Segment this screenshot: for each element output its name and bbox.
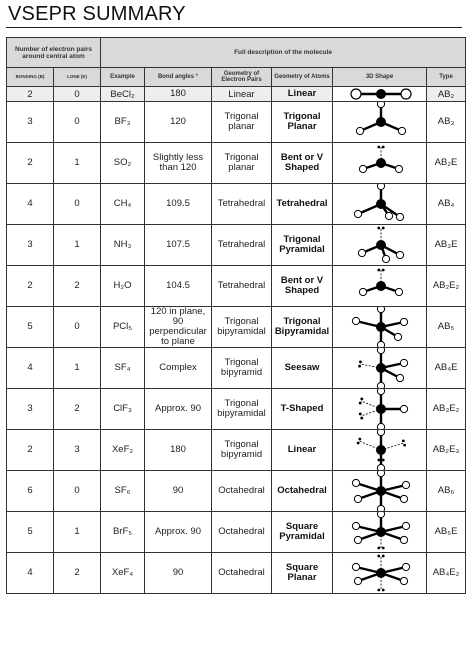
type-column-header: Type <box>427 68 466 87</box>
atom-geometry-cell: Bent or V Shaped <box>272 266 333 307</box>
lone-cell: 0 <box>54 471 101 512</box>
lone-cell: 3 <box>54 430 101 471</box>
bonding-cell: 2 <box>7 87 54 102</box>
bent-shape-diagram <box>334 143 427 183</box>
bonding-column-header: BONDING (B) <box>7 68 54 87</box>
bond-angle-cell: 107.5 <box>145 225 212 266</box>
atom-geometry-cell: Trigonal Pyramidal <box>272 225 333 266</box>
type-cell: AB₆ <box>427 471 466 512</box>
bond-angles-column-header: Bond angles ° <box>145 68 212 87</box>
electron-pairs-group-header: Number of electron pairs around central atom <box>7 38 101 68</box>
atom-geometry-cell: Linear <box>272 87 333 102</box>
bond-angle-cell: 109.5 <box>145 184 212 225</box>
type-cell: AB₃E <box>427 225 466 266</box>
table-row <box>7 143 466 184</box>
type-cell: AB₂E₃ <box>427 430 466 471</box>
lone-cell: 1 <box>54 348 101 389</box>
lone-cell: 2 <box>54 389 101 430</box>
bonding-cell: 3 <box>7 389 54 430</box>
bond-angle-cell: Complex <box>145 348 212 389</box>
lone-column-header: LONE (E) <box>54 68 101 87</box>
octahedral-shape-diagram <box>334 471 427 511</box>
shape-diagram-cell <box>333 307 427 348</box>
example-column-header: Example <box>101 68 145 87</box>
type-cell: AB₂ <box>427 87 466 102</box>
shape-diagram-cell <box>333 348 427 389</box>
atom-geometry-cell: Tetrahedral <box>272 184 333 225</box>
table-row <box>7 471 466 512</box>
table-row <box>7 389 466 430</box>
trigonal-planar-shape-diagram <box>334 102 427 142</box>
atom-geometry-cell: Trigonal Planar <box>272 102 333 143</box>
bond-angle-cell: 180 <box>145 430 212 471</box>
electron-geometry-cell: Octahedral <box>212 553 272 594</box>
electron-geometry-cell: Linear <box>212 87 272 102</box>
electron-geometry-cell: Octahedral <box>212 471 272 512</box>
electron-geometry-cell: Tetrahedral <box>212 225 272 266</box>
shape-diagram-cell <box>333 430 427 471</box>
electron-geometry-cell: Trigonal bipyramidal <box>212 389 272 430</box>
example-cell: BeCl₂ <box>101 87 145 102</box>
shape-diagram-cell <box>333 87 427 102</box>
bonding-cell: 5 <box>7 307 54 348</box>
shape-column-header: 3D Shape <box>333 68 427 87</box>
table-row <box>7 102 466 143</box>
seesaw-shape-diagram <box>334 348 427 388</box>
electron-geometry-column-header: Geometry of Electron Pairs <box>212 68 272 87</box>
example-cell: BrF₅ <box>101 512 145 553</box>
type-cell: AB₄E₂ <box>427 553 466 594</box>
atom-geometry-cell: Square Pyramidal <box>272 512 333 553</box>
shape-diagram-cell <box>333 389 427 430</box>
bond-angle-cell: Slightly less than 120 <box>145 143 212 184</box>
atom-geometry-cell: Linear <box>272 430 333 471</box>
atom-geometry-cell: Octahedral <box>272 471 333 512</box>
bond-angle-cell: 90 <box>145 553 212 594</box>
bonding-cell: 2 <box>7 430 54 471</box>
square-pyramidal-shape-diagram <box>334 512 427 552</box>
shape-diagram-cell <box>333 184 427 225</box>
example-cell: NH₃ <box>101 225 145 266</box>
example-cell: H₂O <box>101 266 145 307</box>
linear-shape-diagram <box>334 87 427 101</box>
atom-geometry-cell: Bent or V Shaped <box>272 143 333 184</box>
type-cell: AB₂E₂ <box>427 266 466 307</box>
bond-angle-cell: 90 <box>145 471 212 512</box>
atom-geometry-cell: Square Planar <box>272 553 333 594</box>
bonding-cell: 5 <box>7 512 54 553</box>
bond-angle-cell: Approx. 90 <box>145 389 212 430</box>
bent-shape-diagram <box>334 266 427 306</box>
bonding-cell: 3 <box>7 225 54 266</box>
trigonal-pyramidal-shape-diagram <box>334 225 427 265</box>
shape-diagram-cell <box>333 143 427 184</box>
table-row <box>7 348 466 389</box>
lone-cell: 1 <box>54 225 101 266</box>
table-row <box>7 87 466 102</box>
lone-cell: 1 <box>54 512 101 553</box>
table-row <box>7 184 466 225</box>
type-cell: AB₄E <box>427 348 466 389</box>
example-cell: BF₃ <box>101 102 145 143</box>
table-row <box>7 266 466 307</box>
shape-diagram-cell <box>333 512 427 553</box>
bonding-cell: 6 <box>7 471 54 512</box>
example-cell: PCl₅ <box>101 307 145 348</box>
trigonal-bipyramidal-shape-diagram <box>334 307 427 347</box>
example-cell: CH₄ <box>101 184 145 225</box>
type-cell: AB₄ <box>427 184 466 225</box>
lone-cell: 0 <box>54 307 101 348</box>
table-row <box>7 553 466 594</box>
bonding-cell: 2 <box>7 266 54 307</box>
type-cell: AB₃ <box>427 102 466 143</box>
molecule-description-header: Full description of the molecule <box>101 38 466 68</box>
table-row <box>7 225 466 266</box>
example-cell: XeF₄ <box>101 553 145 594</box>
electron-geometry-cell: Trigonal bipyramid <box>212 348 272 389</box>
bond-angle-cell: 104.5 <box>145 266 212 307</box>
lone-cell: 0 <box>54 87 101 102</box>
atom-geometry-column-header: Geometry of Atoms <box>272 68 333 87</box>
vsepr-table <box>6 37 466 594</box>
bonding-cell: 3 <box>7 102 54 143</box>
atom-geometry-cell: Seesaw <box>272 348 333 389</box>
atom-geometry-cell: Trigonal Bipyramidal <box>272 307 333 348</box>
electron-geometry-cell: Octahedral <box>212 512 272 553</box>
bond-angle-cell: 120 <box>145 102 212 143</box>
example-cell: XeF₂ <box>101 430 145 471</box>
bond-angle-cell: Approx. 90 <box>145 512 212 553</box>
lone-cell: 2 <box>54 553 101 594</box>
bonding-cell: 4 <box>7 553 54 594</box>
electron-geometry-cell: Tetrahedral <box>212 184 272 225</box>
linear-shape-diagram <box>334 430 427 470</box>
bonding-cell: 4 <box>7 184 54 225</box>
shape-diagram-cell <box>333 225 427 266</box>
type-cell: AB₅E <box>427 512 466 553</box>
bonding-cell: 2 <box>7 143 54 184</box>
table-row <box>7 430 466 471</box>
table-row <box>7 307 466 348</box>
lone-cell: 1 <box>54 143 101 184</box>
type-cell: AB₅ <box>427 307 466 348</box>
tetrahedral-shape-diagram <box>334 184 427 224</box>
shape-diagram-cell <box>333 266 427 307</box>
example-cell: ClF₃ <box>101 389 145 430</box>
lone-cell: 0 <box>54 102 101 143</box>
electron-geometry-cell: Trigonal bipyramidal <box>212 307 272 348</box>
atom-geometry-cell: T-Shaped <box>272 389 333 430</box>
electron-geometry-cell: Trigonal planar <box>212 102 272 143</box>
type-cell: AB₃E₂ <box>427 389 466 430</box>
electron-geometry-cell: Trigonal bipyramid <box>212 430 272 471</box>
shape-diagram-cell <box>333 102 427 143</box>
t-shaped-shape-diagram <box>334 389 427 429</box>
example-cell: SF₄ <box>101 348 145 389</box>
page-title: VSEPR SUMMARY <box>8 3 186 25</box>
bonding-cell: 4 <box>7 348 54 389</box>
shape-diagram-cell <box>333 553 427 594</box>
shape-diagram-cell <box>333 471 427 512</box>
title-underline <box>6 27 462 28</box>
type-cell: AB₂E <box>427 143 466 184</box>
bond-angle-cell: 120 in plane, 90 perpendicular to plane <box>145 307 212 348</box>
lone-cell: 0 <box>54 184 101 225</box>
example-cell: SO₂ <box>101 143 145 184</box>
example-cell: SF₆ <box>101 471 145 512</box>
square-planar-shape-diagram <box>334 553 427 593</box>
electron-geometry-cell: Trigonal planar <box>212 143 272 184</box>
table-row <box>7 512 466 553</box>
bond-angle-cell: 180 <box>145 87 212 102</box>
electron-geometry-cell: Tetrahedral <box>212 266 272 307</box>
table-body <box>7 87 466 594</box>
lone-cell: 2 <box>54 266 101 307</box>
